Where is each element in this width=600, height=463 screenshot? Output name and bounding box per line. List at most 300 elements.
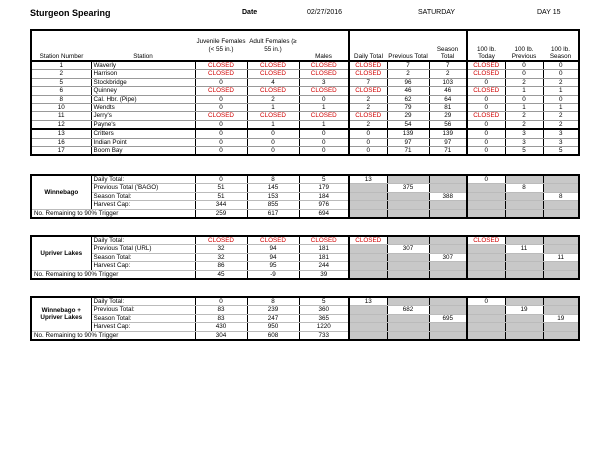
lb-season (543, 209, 579, 218)
juvenile-count: 430 (195, 323, 247, 331)
males-count: 733 (299, 331, 349, 340)
lb-season: 8 (543, 192, 579, 200)
lb-previous: 19 (505, 306, 543, 314)
station-row (31, 147, 579, 156)
station-number: 12 (31, 120, 91, 129)
daily-total: CLOSED (349, 87, 387, 95)
daily-total: 13 (349, 175, 387, 184)
summary-row-previous (31, 184, 579, 192)
adult-count: 608 (247, 331, 299, 340)
lb-today (467, 253, 505, 261)
season-total (429, 331, 467, 340)
station-name: Waverly (91, 61, 195, 70)
lb-today: 0 (467, 147, 505, 156)
adult-count: CLOSED (247, 61, 299, 70)
previous-total: 46 (387, 87, 429, 95)
col-station: Station (133, 52, 153, 60)
season-total (429, 236, 467, 245)
season-total (429, 323, 467, 331)
daily-total: 2 (349, 104, 387, 112)
lb-previous: 5 (505, 147, 543, 156)
previous-total (387, 236, 429, 245)
station-number: 16 (31, 138, 91, 146)
males-count: 5 (299, 175, 349, 184)
season-total: 97 (429, 138, 467, 146)
lb-today (467, 306, 505, 314)
lb-today: 0 (467, 138, 505, 146)
lb-season (543, 262, 579, 270)
adult-count: 94 (247, 245, 299, 253)
station-name: Payne's (91, 120, 195, 129)
males-count: CLOSED (299, 112, 349, 120)
station-number: 13 (31, 129, 91, 138)
adult-count: 145 (247, 184, 299, 192)
lb-season: 1 (543, 87, 579, 95)
daily-total: CLOSED (349, 70, 387, 78)
daily-total: 13 (349, 297, 387, 306)
juvenile-count: 0 (195, 120, 247, 129)
adult-count: CLOSED (247, 236, 299, 245)
season-total (429, 184, 467, 192)
summary-group-label: Winnebago (31, 175, 91, 209)
station-name: Quinney (91, 87, 195, 95)
lb-today: CLOSED (467, 236, 505, 245)
previous-total (387, 209, 429, 218)
station-name: Boom Bay (91, 147, 195, 156)
report-weekday: SATURDAY (418, 9, 456, 16)
lb-season: 0 (543, 70, 579, 78)
lb-season: 3 (543, 138, 579, 146)
lb-today (467, 192, 505, 200)
lb-previous (505, 175, 543, 184)
report-day: DAY 15 (537, 9, 561, 16)
summary-row-label: No. Remaining to 90% Trigger (31, 270, 195, 279)
lb-previous (505, 314, 543, 322)
adult-count: 94 (247, 253, 299, 261)
station-name: Critters (91, 129, 195, 138)
lb-previous: 2 (505, 112, 543, 120)
males-count: 179 (299, 184, 349, 192)
season-total: 103 (429, 78, 467, 86)
adult-count: 950 (247, 323, 299, 331)
juvenile-count: 32 (195, 245, 247, 253)
season-total: 71 (429, 147, 467, 156)
lb-today (467, 262, 505, 270)
previous-total (387, 314, 429, 322)
station-name: Indian Point (91, 138, 195, 146)
lb-previous: 3 (505, 138, 543, 146)
males-count: 181 (299, 253, 349, 261)
lb-previous (505, 297, 543, 306)
season-total: 81 (429, 104, 467, 112)
previous-total: 29 (387, 112, 429, 120)
lb-today: 0 (467, 120, 505, 129)
lb-season: 2 (543, 112, 579, 120)
lb-today: CLOSED (467, 112, 505, 120)
summary-row-label: Daily Total: (91, 175, 195, 184)
season-total: 56 (429, 120, 467, 129)
previous-total (387, 331, 429, 340)
juvenile-count: 83 (195, 306, 247, 314)
summary-row-season (31, 192, 579, 200)
lb-season: 11 (543, 253, 579, 261)
previous-total: 62 (387, 95, 429, 103)
adult-count: 1 (247, 120, 299, 129)
winnebago-summary (30, 174, 580, 219)
males-count: 0 (299, 95, 349, 103)
adult-count: CLOSED (247, 70, 299, 78)
previous-total (387, 270, 429, 279)
summary-row-remaining (31, 331, 579, 340)
juvenile-count: 0 (195, 104, 247, 112)
adult-count: 8 (247, 297, 299, 306)
males-count: 5 (299, 297, 349, 306)
lb-today: CLOSED (467, 70, 505, 78)
lb-today: CLOSED (467, 87, 505, 95)
station-number: 1 (31, 61, 91, 70)
upriver-summary (30, 235, 580, 280)
summary-row-label: Season Total: (91, 253, 195, 261)
adult-count: CLOSED (247, 87, 299, 95)
lb-season (543, 236, 579, 245)
summary-row-cap (31, 201, 579, 209)
station-number: 11 (31, 112, 91, 120)
juvenile-count: CLOSED (195, 87, 247, 95)
adult-count: 0 (247, 129, 299, 138)
summary-row-label: Previous Total (URL) (91, 245, 195, 253)
lb-today (467, 270, 505, 279)
summary-row-label: Season Total: (91, 314, 195, 322)
previous-total: 682 (387, 306, 429, 314)
previous-total: 2 (387, 70, 429, 78)
station-name: Jerry's (91, 112, 195, 120)
males-count: 694 (299, 209, 349, 218)
lb-today (467, 331, 505, 340)
daily-total (349, 201, 387, 209)
station-number: 2 (31, 70, 91, 78)
juvenile-count: 0 (195, 297, 247, 306)
summary-row-cap (31, 323, 579, 331)
juvenile-count: 344 (195, 201, 247, 209)
previous-total: 71 (387, 147, 429, 156)
daily-total: CLOSED (349, 236, 387, 245)
previous-total (387, 297, 429, 306)
daily-total (349, 323, 387, 331)
station-number: 6 (31, 87, 91, 95)
adult-count: -9 (247, 270, 299, 279)
daily-total (349, 192, 387, 200)
summary-row-previous (31, 306, 579, 314)
juvenile-count: 86 (195, 262, 247, 270)
previous-total (387, 201, 429, 209)
station-name: Cal. Hbr. (Pipe) (91, 95, 195, 103)
lb-season: 3 (543, 129, 579, 138)
station-row (31, 120, 579, 129)
daily-total: 2 (349, 120, 387, 129)
lb-season (543, 297, 579, 306)
daily-total: 0 (349, 129, 387, 138)
summary-row-remaining (31, 209, 579, 218)
station-number: 5 (31, 78, 91, 86)
col-adult: Adult Females (≥ 55 in.) (249, 38, 297, 53)
juvenile-count: 51 (195, 192, 247, 200)
lb-season (543, 270, 579, 279)
col-lb-season: 100 lb. Season (549, 45, 572, 60)
season-total (429, 306, 467, 314)
lb-season: 2 (543, 78, 579, 86)
juvenile-count: 0 (195, 147, 247, 156)
col-juvenile: Juvenile Females (< 55 in.) (196, 38, 246, 53)
juvenile-count: 51 (195, 184, 247, 192)
summary-row-label: No. Remaining to 90% Trigger (31, 331, 195, 340)
lb-today: 0 (467, 95, 505, 103)
lb-today: 0 (467, 78, 505, 86)
station-row (31, 70, 579, 78)
lb-previous: 11 (505, 245, 543, 253)
adult-count: 855 (247, 201, 299, 209)
males-count: 244 (299, 262, 349, 270)
lb-previous (505, 253, 543, 261)
previous-total: 96 (387, 78, 429, 86)
station-number: 17 (31, 147, 91, 156)
summary-row-season (31, 253, 579, 261)
daily-total: 7 (349, 78, 387, 86)
previous-total: 97 (387, 138, 429, 146)
col-previous: Previous Total (388, 52, 428, 60)
col-station-number: Station Number (39, 52, 84, 60)
station-row (31, 61, 579, 70)
lb-previous (505, 236, 543, 245)
daily-total (349, 209, 387, 218)
season-total: 695 (429, 314, 467, 322)
males-count: 1 (299, 120, 349, 129)
adult-count: 95 (247, 262, 299, 270)
station-name: Harrison (91, 70, 195, 78)
previous-total: 54 (387, 120, 429, 129)
juvenile-count: 45 (195, 270, 247, 279)
adult-count: 617 (247, 209, 299, 218)
station-row (31, 112, 579, 120)
males-count: 360 (299, 306, 349, 314)
station-row (31, 138, 579, 146)
juvenile-count: CLOSED (195, 61, 247, 70)
juvenile-count: CLOSED (195, 70, 247, 78)
previous-total (387, 253, 429, 261)
lb-previous (505, 323, 543, 331)
daily-total (349, 270, 387, 279)
adult-count: 4 (247, 78, 299, 86)
summary-group-label: Upriver Lakes (31, 236, 91, 270)
lb-previous: 1 (505, 104, 543, 112)
juvenile-count: 0 (195, 138, 247, 146)
males-count: 181 (299, 245, 349, 253)
adult-count: 1 (247, 104, 299, 112)
juvenile-count: CLOSED (195, 112, 247, 120)
summary-row-daily (31, 236, 579, 245)
lb-season: 0 (543, 61, 579, 70)
daily-total (349, 306, 387, 314)
col-lb-previous: 100 lb. Previous (511, 45, 537, 60)
summary-row-label: Daily Total: (91, 236, 195, 245)
juvenile-count: 83 (195, 314, 247, 322)
lb-today (467, 184, 505, 192)
lb-season (543, 201, 579, 209)
summary-row-cap (31, 262, 579, 270)
juvenile-count: 0 (195, 129, 247, 138)
males-count: CLOSED (299, 70, 349, 78)
daily-total (349, 331, 387, 340)
males-count: 0 (299, 129, 349, 138)
season-total (429, 245, 467, 253)
season-total (429, 175, 467, 184)
summary-row-label: Harvest Cap: (91, 262, 195, 270)
lb-previous (505, 209, 543, 218)
season-total: 64 (429, 95, 467, 103)
station-row (31, 78, 579, 86)
adult-count: 0 (247, 147, 299, 156)
daily-total (349, 245, 387, 253)
lb-season: 5 (543, 147, 579, 156)
juvenile-count: 259 (195, 209, 247, 218)
summary-row-remaining (31, 270, 579, 279)
adult-count: CLOSED (247, 112, 299, 120)
lb-today (467, 209, 505, 218)
lb-previous: 2 (505, 78, 543, 86)
daily-total: 0 (349, 147, 387, 156)
daily-total: CLOSED (349, 61, 387, 70)
males-count: 1 (299, 104, 349, 112)
season-total: 139 (429, 129, 467, 138)
lb-season (543, 245, 579, 253)
season-total (429, 262, 467, 270)
juvenile-count: 0 (195, 175, 247, 184)
col-daily: Daily Total (349, 30, 387, 61)
males-count: CLOSED (299, 236, 349, 245)
juvenile-count: 0 (195, 95, 247, 103)
col-lb-today: 100 lb. Today (467, 30, 505, 61)
lb-previous: 3 (505, 129, 543, 138)
previous-total: 307 (387, 245, 429, 253)
daily-total (349, 314, 387, 322)
lb-previous: 0 (505, 70, 543, 78)
lb-today (467, 201, 505, 209)
lb-previous (505, 331, 543, 340)
station-number: 8 (31, 95, 91, 103)
lb-today: 0 (467, 129, 505, 138)
lb-previous: 1 (505, 87, 543, 95)
station-row (31, 104, 579, 112)
column-header-row (31, 30, 579, 61)
lb-previous (505, 262, 543, 270)
combined-summary (30, 296, 580, 341)
males-count: 3 (299, 78, 349, 86)
males-count: CLOSED (299, 87, 349, 95)
season-total: 388 (429, 192, 467, 200)
lb-today: 0 (467, 297, 505, 306)
station-number: 10 (31, 104, 91, 112)
males-count: CLOSED (299, 61, 349, 70)
lb-today (467, 314, 505, 322)
daily-total: 0 (349, 138, 387, 146)
males-count: 1220 (299, 323, 349, 331)
daily-total (349, 253, 387, 261)
previous-total: 7 (387, 61, 429, 70)
lb-season (543, 175, 579, 184)
season-total (429, 209, 467, 218)
males-count: 0 (299, 147, 349, 156)
lb-previous: 0 (505, 61, 543, 70)
males-count: 0 (299, 138, 349, 146)
previous-total: 79 (387, 104, 429, 112)
juvenile-count: 32 (195, 253, 247, 261)
lb-today: 0 (467, 175, 505, 184)
males-count: 39 (299, 270, 349, 279)
adult-count: 153 (247, 192, 299, 200)
lb-season (543, 323, 579, 331)
season-total (429, 270, 467, 279)
season-total: 46 (429, 87, 467, 95)
adult-count: 8 (247, 175, 299, 184)
lb-previous (505, 201, 543, 209)
lb-previous: 0 (505, 95, 543, 103)
lb-today: 0 (467, 104, 505, 112)
season-total: 7 (429, 61, 467, 70)
daily-total: CLOSED (349, 112, 387, 120)
station-row (31, 129, 579, 138)
station-name: Stockbridge (91, 78, 195, 86)
season-total: 29 (429, 112, 467, 120)
season-total (429, 297, 467, 306)
juvenile-count: 0 (195, 78, 247, 86)
lb-today: CLOSED (467, 61, 505, 70)
summary-row-daily (31, 297, 579, 306)
season-total: 2 (429, 70, 467, 78)
season-total (429, 201, 467, 209)
lb-season: 2 (543, 120, 579, 129)
station-table (30, 29, 580, 156)
juvenile-count: CLOSED (195, 236, 247, 245)
station-name: Wendts (91, 104, 195, 112)
summary-group-label: Winnebago + Upriver Lakes (31, 297, 91, 331)
summary-row-season (31, 314, 579, 322)
lb-season: 1 (543, 104, 579, 112)
males-count: 184 (299, 192, 349, 200)
males-count: 365 (299, 314, 349, 322)
lb-previous: 8 (505, 184, 543, 192)
daily-total (349, 262, 387, 270)
adult-count: 2 (247, 95, 299, 103)
summary-row-label: Harvest Cap: (91, 323, 195, 331)
summary-row-label: Daily Total: (91, 297, 195, 306)
station-row (31, 95, 579, 103)
summary-row-label: Previous Total: (91, 306, 195, 314)
summary-row-label: Season Total: (91, 192, 195, 200)
previous-total (387, 192, 429, 200)
summary-row-previous (31, 245, 579, 253)
males-count: 976 (299, 201, 349, 209)
adult-count: 247 (247, 314, 299, 322)
station-row (31, 87, 579, 95)
adult-count: 239 (247, 306, 299, 314)
season-total: 307 (429, 253, 467, 261)
juvenile-count: 304 (195, 331, 247, 340)
lb-season (543, 184, 579, 192)
lb-season: 19 (543, 314, 579, 322)
date-label: Date (242, 9, 258, 16)
previous-total (387, 262, 429, 270)
summary-row-label: Previous Total ('BAGO) (91, 184, 195, 192)
adult-count: 0 (247, 138, 299, 146)
